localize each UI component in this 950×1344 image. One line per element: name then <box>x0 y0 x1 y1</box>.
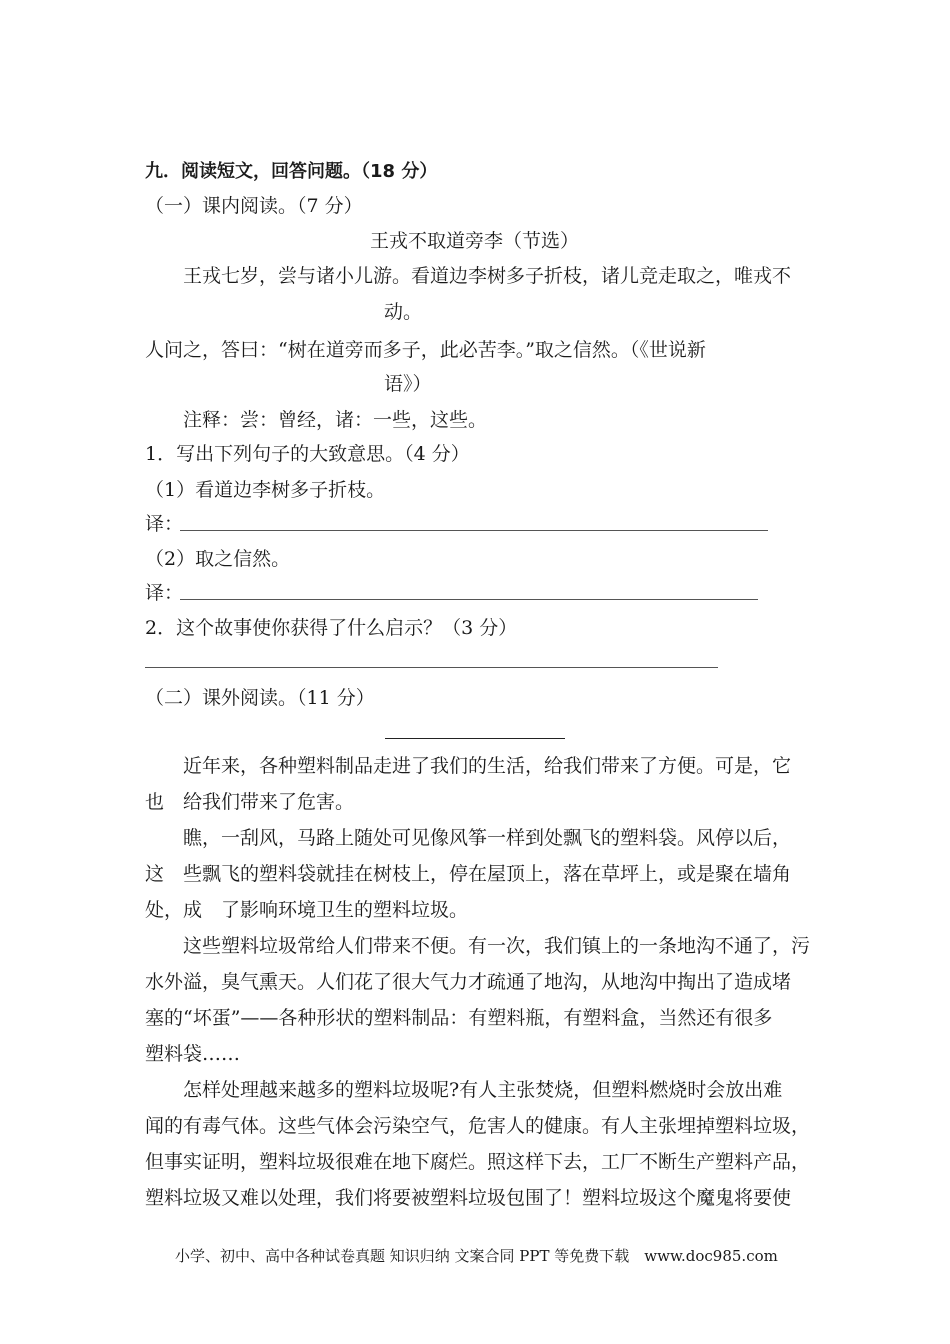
title-blank[interactable] <box>385 738 565 739</box>
passage-line: 语》） <box>384 373 432 395</box>
part1-heading: （一）课内阅读。（7 分） <box>145 195 363 217</box>
passage-title: 王戎不取道旁李（节选） <box>370 230 580 252</box>
question-2: 2．这个故事使你获得了什么启示？（3 分） <box>145 617 518 639</box>
passage-line: 闻的有毒气体。这些气体会污染空气，危害人的健康。有人主张埋掉塑料垃圾， <box>145 1115 811 1137</box>
question-1-1: （1）看道边李树多子折枝。 <box>145 479 386 501</box>
question-1: 1．写出下列句子的大致意思。（4 分） <box>145 443 470 465</box>
translate-label: 译： <box>145 513 184 535</box>
passage-line: 塑料垃圾又难以处理，我们将要被塑料垃圾包围了！塑料垃圾这个魔鬼将要使 <box>145 1187 792 1209</box>
translate-label: 译： <box>145 582 184 604</box>
passage-line: 但事实证明，塑料垃圾很难在地下腐烂。照这样下去，工厂不断生产塑料产品， <box>145 1151 811 1173</box>
passage-line: 水外溢，臭气熏天。人们花了很大气力才疏通了地沟，从地沟中掏出了造成堵 <box>145 971 792 993</box>
passage-line: 瞧，一刮风，马路上随处可见像风筝一样到处飘飞的塑料袋。风停以后， <box>183 827 792 849</box>
part2-heading: （二）课外阅读。（11 分） <box>145 687 375 709</box>
answer-blank-2[interactable] <box>180 599 758 600</box>
passage-line: 人问之，答曰：“树在道旁而多子，此必苦李。”取之信然。（《世说新 <box>145 339 706 361</box>
passage-line: 塑料袋…… <box>145 1043 241 1065</box>
passage-line: 塞的“坏蛋”——各种形状的塑料制品：有塑料瓶，有塑料盒，当然还有很多 <box>145 1007 773 1029</box>
answer-blank-1[interactable] <box>180 530 768 531</box>
passage-line: 也 给我们带来了危害。 <box>145 791 355 813</box>
passage-line: 近年来，各种塑料制品走进了我们的生活，给我们带来了方便。可是，它 <box>183 755 792 777</box>
passage-line: 这 些飘飞的塑料袋就挂在树枝上，停在屋顶上，落在草坪上，或是聚在墙角 <box>145 863 792 885</box>
passage-line: 王戎七岁，尝与诸小儿游。看道边李树多子折枝，诸儿竞走取之，唯戎不 <box>183 265 792 287</box>
passage-line: 怎样处理越来越多的塑料垃圾呢?有人主张焚烧，但塑料燃烧时会放出难 <box>183 1079 783 1101</box>
annotation-note: 注释：尝：曾经，诸：一些，这些。 <box>183 409 488 431</box>
question-1-2: （2）取之信然。 <box>145 548 291 570</box>
passage-line: 处，成 了影响环境卫生的塑料垃圾。 <box>145 899 469 921</box>
passage-line: 动。 <box>384 301 423 323</box>
answer-blank-3[interactable] <box>145 667 718 668</box>
section-heading: 九．阅读短文，回答问题。（18 分） <box>145 161 438 182</box>
page-footer: 小学、初中、高中各种试卷真题 知识归纳 文案合同 PPT 等免费下载 www.doc985.com <box>175 1247 778 1265</box>
passage-line: 这些塑料垃圾常给人们带来不便。有一次，我们镇上的一条地沟不通了，污 <box>183 935 811 957</box>
